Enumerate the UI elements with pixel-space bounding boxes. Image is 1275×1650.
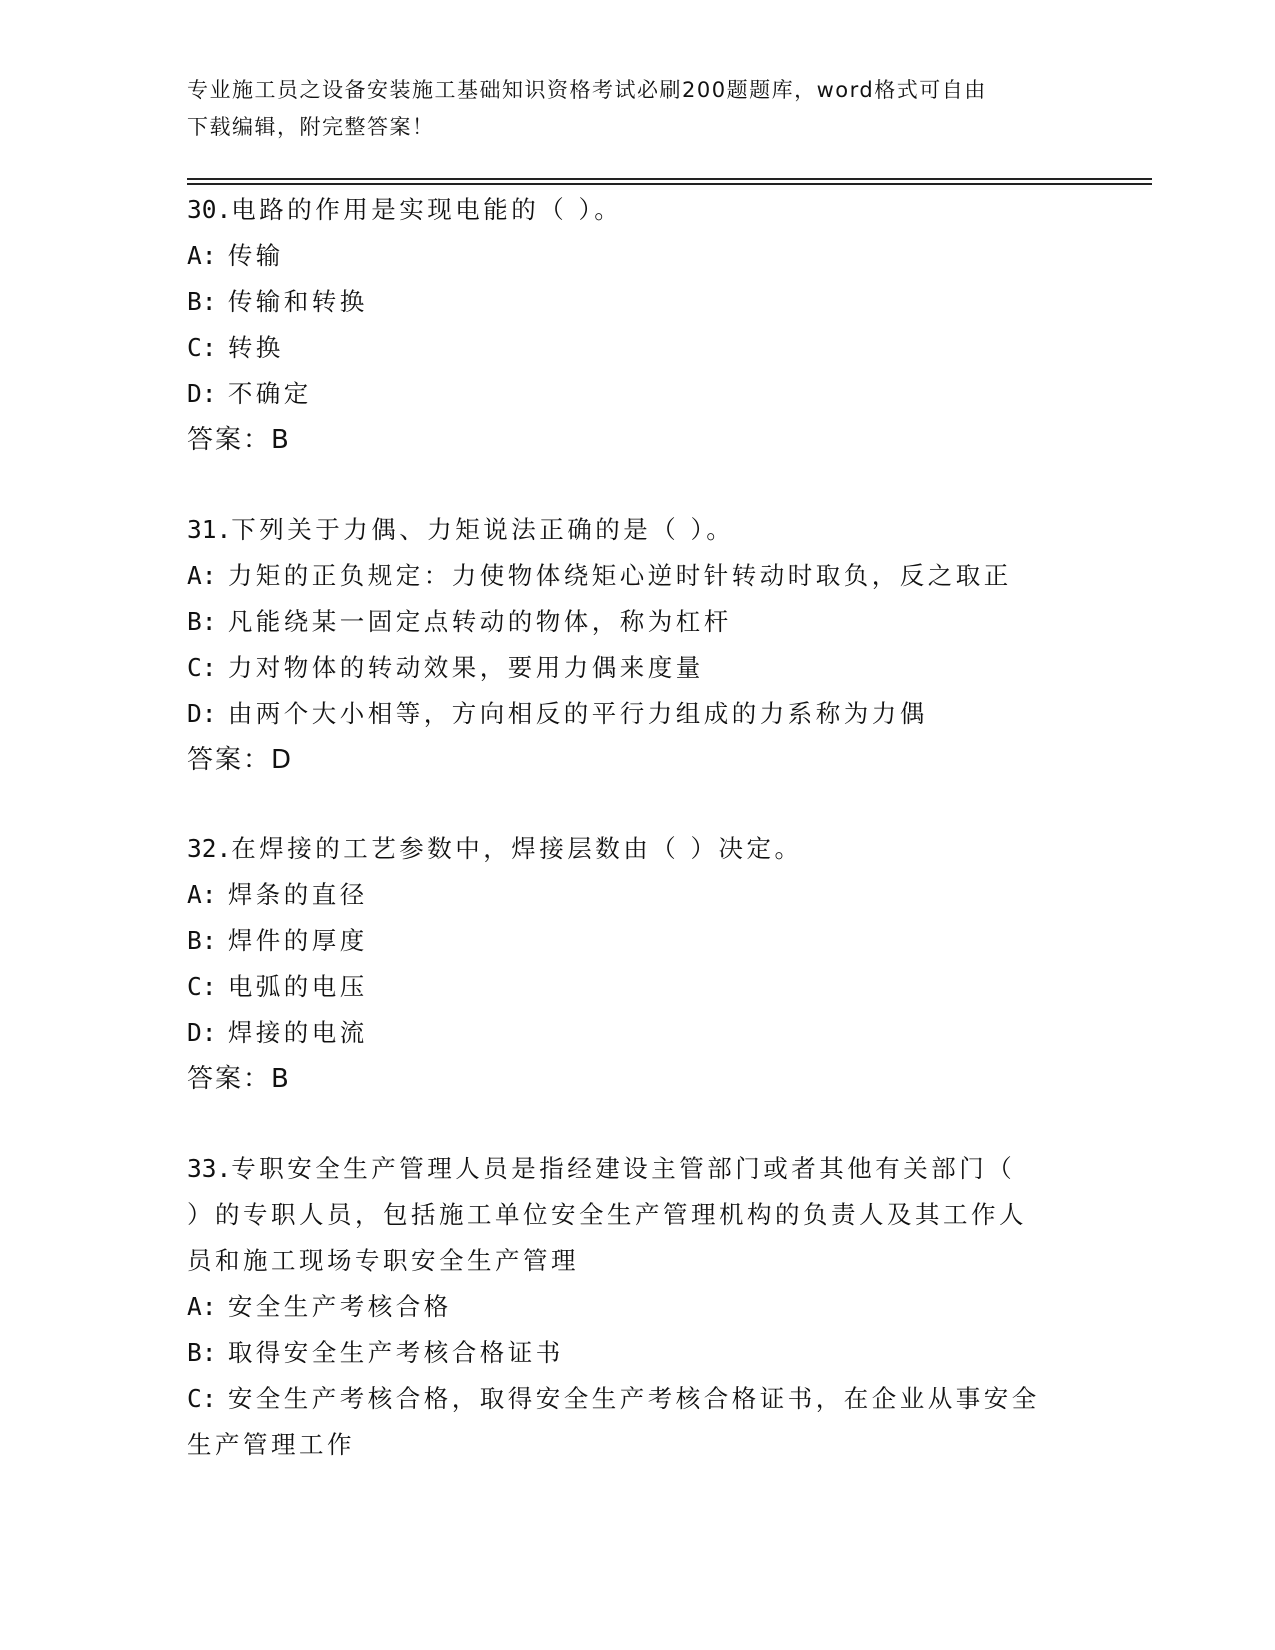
option-d bbox=[187, 371, 1087, 417]
option-text: 取得安全生产考核合格证书 bbox=[227, 1338, 564, 1367]
option-d bbox=[187, 691, 1087, 737]
option-d bbox=[187, 1010, 1087, 1056]
option-text: 焊件的厚度 bbox=[227, 926, 368, 955]
question-text: 在焊接的工艺参数中，焊接层数由（ ）决定。 bbox=[231, 834, 803, 863]
option-key: B: bbox=[187, 1338, 217, 1367]
option-text: 焊条的直径 bbox=[227, 880, 368, 909]
option-b bbox=[187, 1330, 1087, 1376]
question-number: 31. bbox=[187, 515, 232, 544]
option-b bbox=[187, 599, 1087, 645]
option-key: A: bbox=[187, 880, 217, 909]
option-text: 力对物体的转动效果，要用力偶来度量 bbox=[227, 653, 704, 682]
question-30 bbox=[187, 187, 1087, 463]
option-text: 焊接的电流 bbox=[227, 1018, 368, 1047]
question-stem bbox=[187, 187, 1087, 233]
option-key: D: bbox=[187, 699, 217, 728]
question-text: 专职安全生产管理人员是指经建设主管部门或者其他有关部门（ bbox=[231, 1154, 1016, 1183]
option-key: A: bbox=[187, 1292, 217, 1321]
option-key: A: bbox=[187, 241, 217, 270]
question-number: 33. bbox=[187, 1154, 232, 1183]
header-line-1: 专业施工员之设备安装施工基础知识资格考试必刷200题题库，word格式可自由 bbox=[187, 78, 987, 102]
option-key: C: bbox=[187, 972, 217, 1001]
option-key: B: bbox=[187, 287, 217, 316]
option-a bbox=[187, 872, 1087, 918]
question-31 bbox=[187, 507, 1087, 783]
question-text: 电路的作用是实现电能的（ ）。 bbox=[231, 195, 623, 224]
answer-line: 答案：B bbox=[187, 425, 291, 455]
option-key: C: bbox=[187, 333, 217, 362]
option-text: 安全生产考核合格 bbox=[227, 1292, 452, 1321]
option-key: C: bbox=[187, 653, 217, 682]
question-stem-continued: 员和施工现场专职安全生产管理 bbox=[187, 1246, 579, 1275]
option-text: 传输 bbox=[227, 241, 284, 270]
option-a bbox=[187, 553, 1087, 599]
question-33 bbox=[187, 1146, 1087, 1468]
option-text: 安全生产考核合格，取得安全生产考核合格证书，在企业从事安全 bbox=[227, 1384, 1040, 1413]
option-key: A: bbox=[187, 561, 217, 590]
option-key: D: bbox=[187, 379, 217, 408]
option-key: B: bbox=[187, 607, 217, 636]
answer-line: 答案：B bbox=[187, 1064, 291, 1094]
option-c-continued: 生产管理工作 bbox=[187, 1430, 355, 1459]
question-number: 30. bbox=[187, 195, 232, 224]
option-c bbox=[187, 964, 1087, 1010]
header-divider-top bbox=[187, 178, 1152, 180]
option-text: 由两个大小相等，方向相反的平行力组成的力系称为力偶 bbox=[227, 699, 928, 728]
option-c bbox=[187, 325, 1087, 371]
question-stem bbox=[187, 1146, 1087, 1192]
option-key: C: bbox=[187, 1384, 217, 1413]
question-stem-continued: ）的专职人员，包括施工单位安全生产管理机构的负责人及其工作人 bbox=[187, 1200, 1027, 1229]
option-text: 凡能绕某一固定点转动的物体，称为杠杆 bbox=[227, 607, 732, 636]
header-line-2: 下载编辑，附完整答案！ bbox=[187, 115, 435, 139]
option-text: 力矩的正负规定：力使物体绕矩心逆时针转动时取负，反之取正 bbox=[227, 561, 1012, 590]
option-text: 传输和转换 bbox=[227, 287, 368, 316]
option-c bbox=[187, 1376, 1087, 1422]
question-stem bbox=[187, 507, 1087, 553]
question-32 bbox=[187, 826, 1087, 1102]
option-a bbox=[187, 1284, 1087, 1330]
document-header bbox=[187, 72, 1077, 146]
question-text: 下列关于力偶、力矩说法正确的是（ ）。 bbox=[231, 515, 735, 544]
header-divider-bottom bbox=[187, 183, 1152, 185]
question-number: 32. bbox=[187, 834, 232, 863]
question-stem bbox=[187, 826, 1087, 872]
option-key: B: bbox=[187, 926, 217, 955]
option-text: 转换 bbox=[227, 333, 284, 362]
option-b bbox=[187, 279, 1087, 325]
option-text: 不确定 bbox=[227, 379, 312, 408]
option-text: 电弧的电压 bbox=[227, 972, 368, 1001]
option-key: D: bbox=[187, 1018, 217, 1047]
option-c bbox=[187, 645, 1087, 691]
option-b bbox=[187, 918, 1087, 964]
answer-line: 答案：D bbox=[187, 745, 294, 775]
option-a bbox=[187, 233, 1087, 279]
